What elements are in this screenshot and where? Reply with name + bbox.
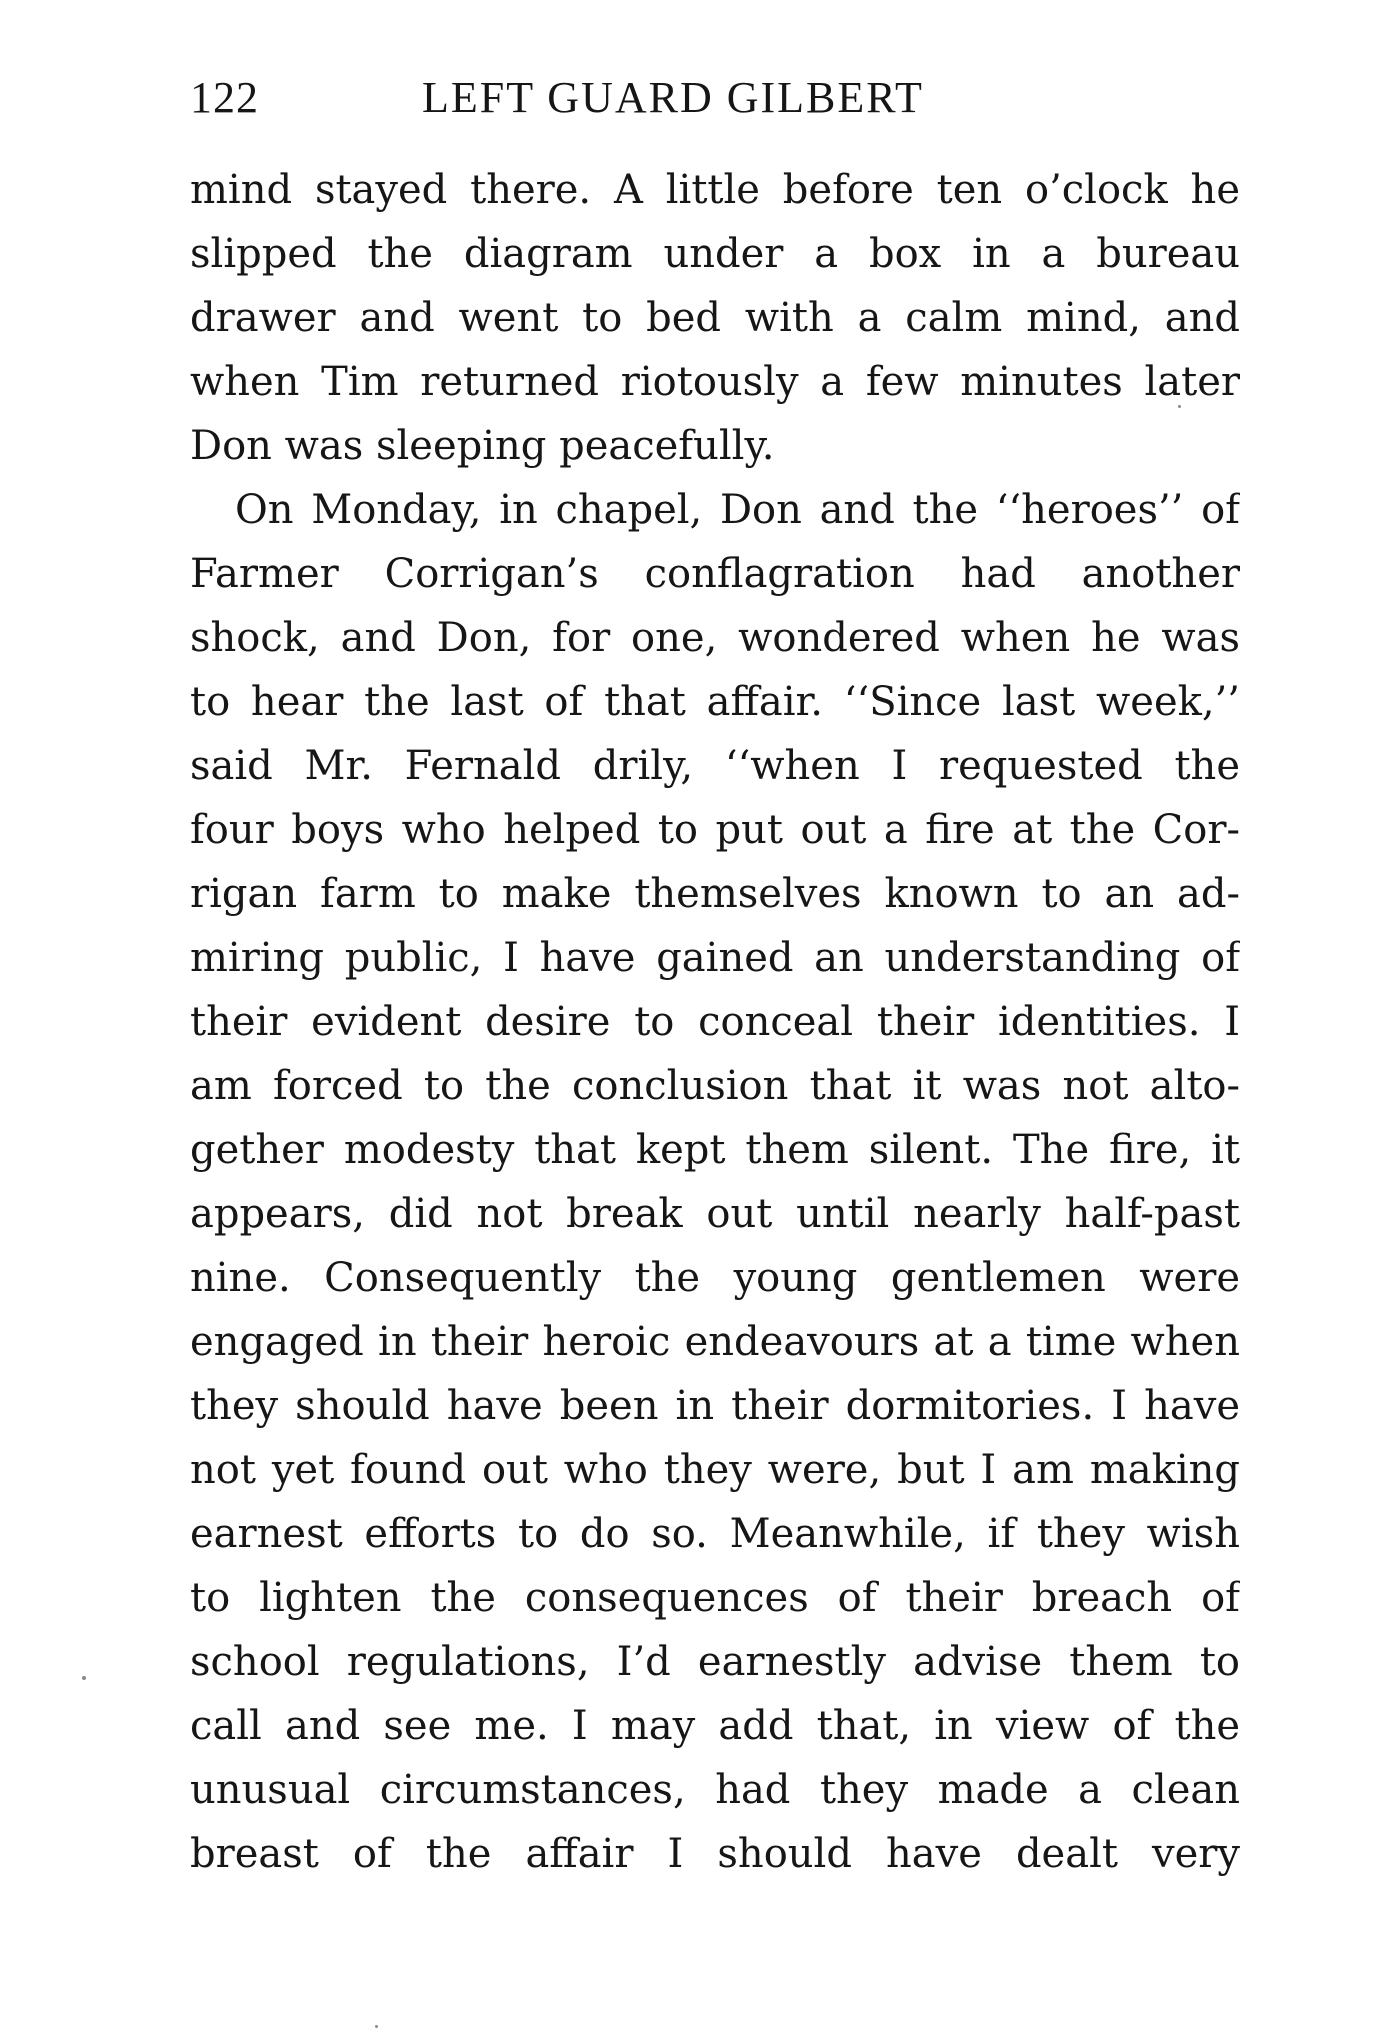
text-line: Farmer Corrigan’s conflagration had another — [190, 551, 1240, 597]
running-title: LEFT GUARD GILBERT — [422, 73, 924, 122]
text-line: when Tim returned riotously a few minutes later — [190, 359, 1240, 405]
text-line: not yet found out who they were, but I am making — [190, 1447, 1240, 1493]
text-line: nine. Consequently the young gentlemen were — [190, 1255, 1240, 1301]
paper-speck — [82, 1676, 86, 1680]
text-line: four boys who helped to put out a fire at the Cor- — [190, 807, 1240, 853]
text-line: am forced to the conclusion that it was not alto- — [190, 1063, 1240, 1109]
text-line: gether modesty that kept them silent. The fire, it — [190, 1127, 1240, 1173]
text-line: unusual circumstances, had they made a clean — [190, 1767, 1240, 1813]
page-number: 122 — [190, 73, 259, 122]
text-line: to hear the last of that affair. ‘‘Since last week,’’ — [190, 679, 1240, 725]
text-line: said Mr. Fernald drily, ‘‘when I requested the — [190, 743, 1240, 789]
text-line: their evident desire to conceal their identities. I — [190, 999, 1240, 1045]
text-line: shock, and Don, for one, wondered when he was — [190, 615, 1240, 661]
paper-speck — [375, 2025, 378, 2028]
paper-speck — [1178, 405, 1181, 408]
text-line: call and see me. I may add that, in view of the — [190, 1703, 1240, 1749]
text-line: Don was sleeping peacefully. — [190, 423, 775, 469]
running-head — [190, 68, 1240, 128]
text-line: breast of the affair I should have dealt very — [190, 1831, 1240, 1877]
text-line: appears, did not break out until nearly half-past — [190, 1191, 1240, 1237]
text-line: they should have been in their dormitories. I have — [190, 1383, 1240, 1429]
text-line: drawer and went to bed with a calm mind, and — [190, 295, 1240, 341]
text-line: mind stayed there. A little before ten o’clock he — [190, 167, 1240, 213]
text-line: On Monday, in chapel, Don and the ‘‘heroes’’ of — [235, 487, 1240, 533]
text-line: slipped the diagram under a box in a bureau — [190, 231, 1240, 277]
text-line: miring public, I have gained an understanding of — [190, 935, 1240, 981]
text-line: engaged in their heroic endeavours at a time when — [190, 1319, 1240, 1365]
body-text — [190, 158, 1240, 1886]
text-line: to lighten the consequences of their breach of — [190, 1575, 1240, 1621]
text-line: rigan farm to make themselves known to an ad- — [190, 871, 1240, 917]
text-line: earnest efforts to do so. Meanwhile, if they wish — [190, 1511, 1240, 1557]
text-line: school regulations, I’d earnestly advise them to — [190, 1639, 1240, 1685]
